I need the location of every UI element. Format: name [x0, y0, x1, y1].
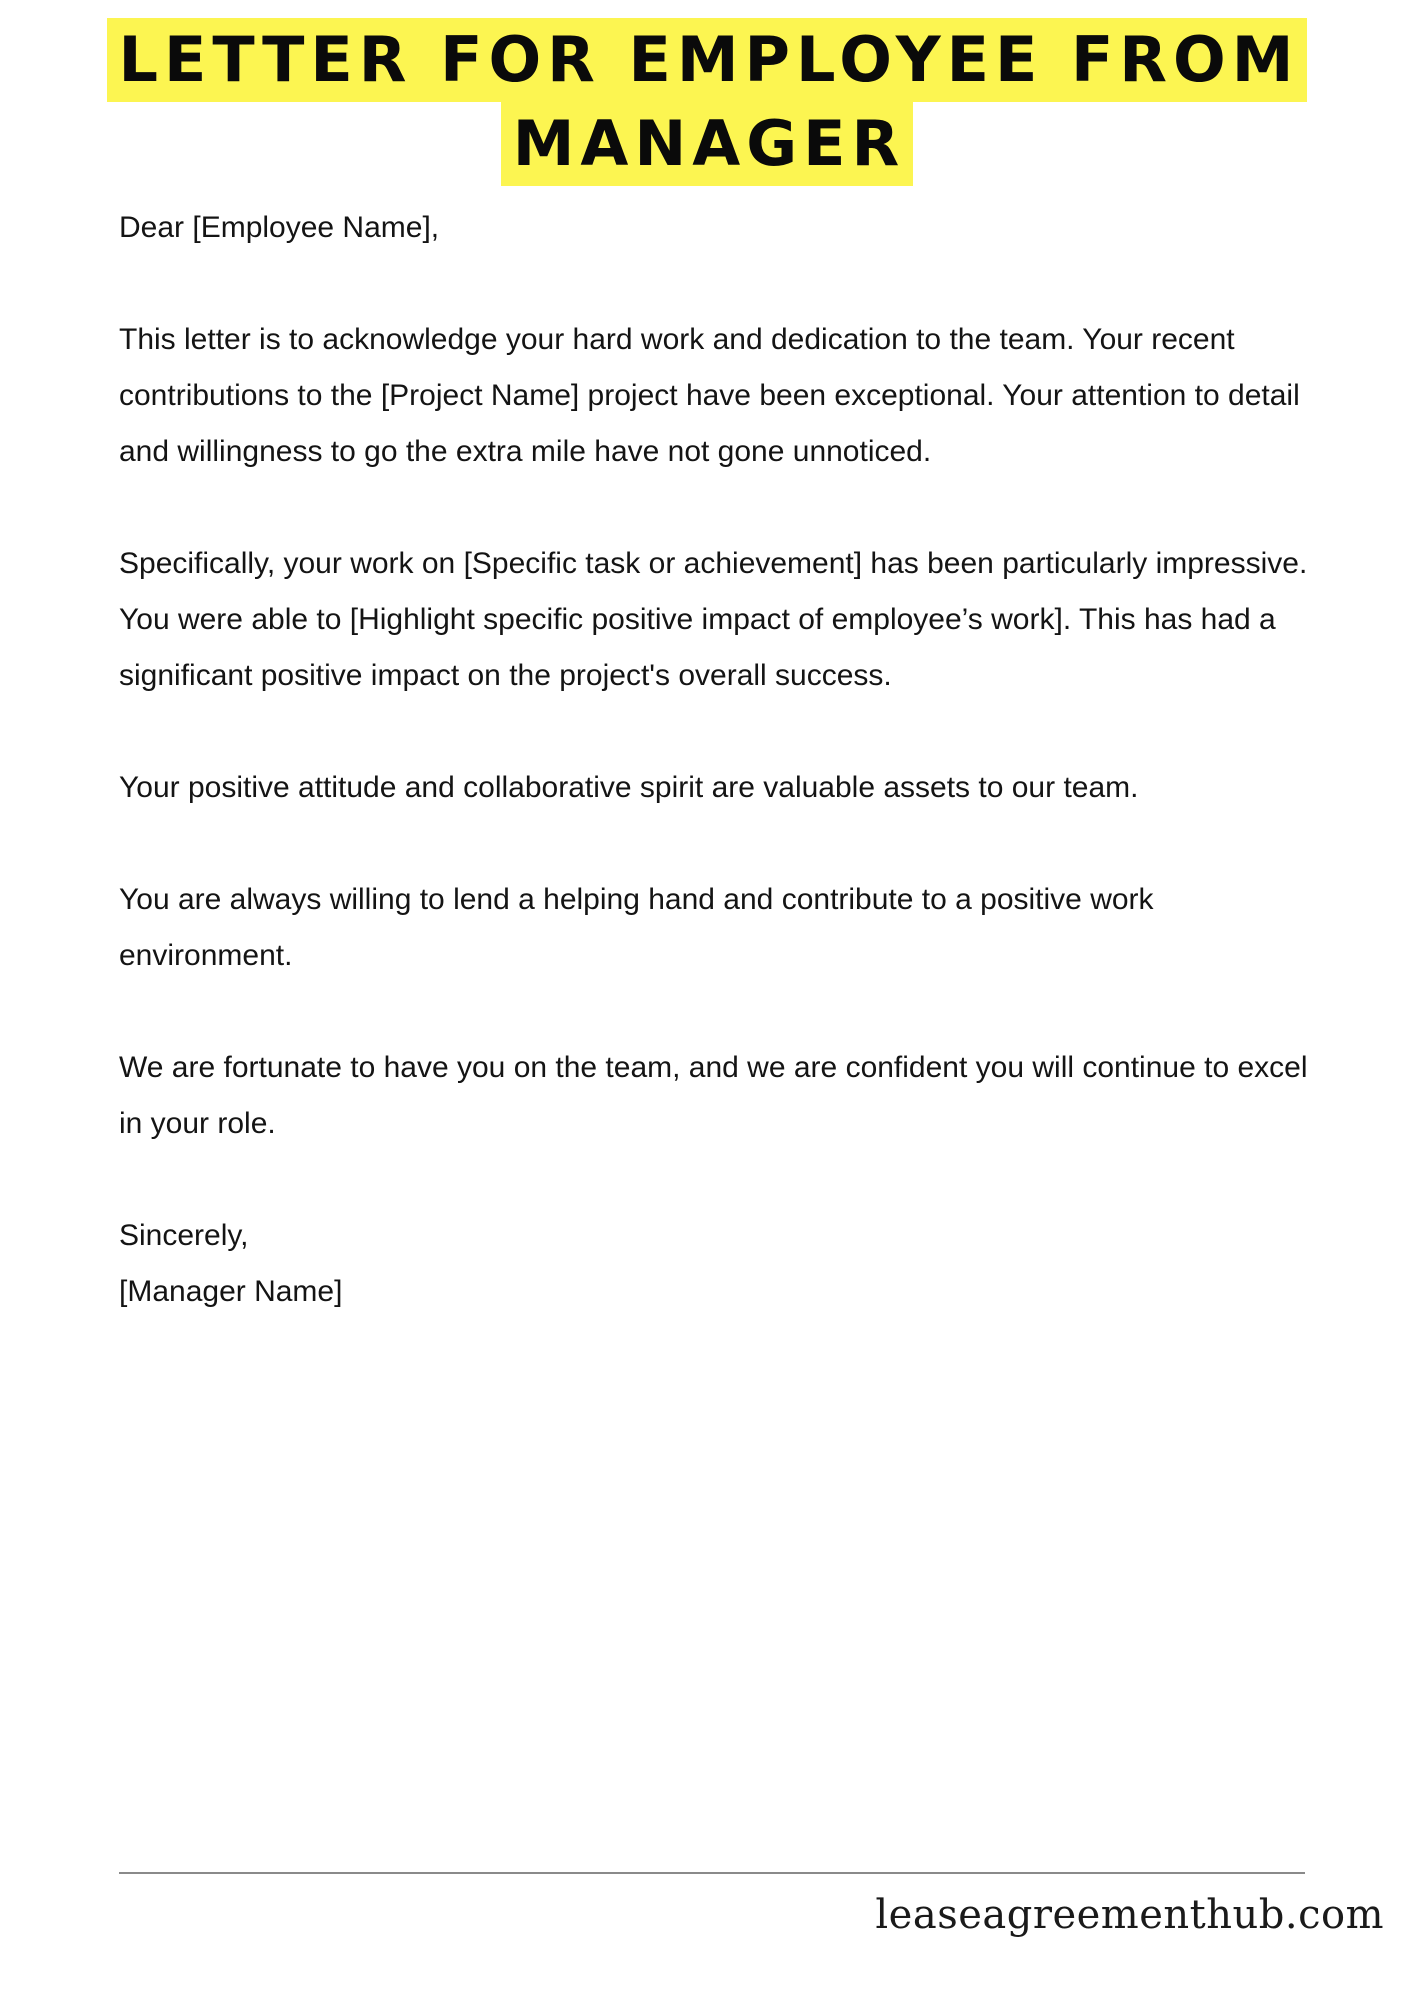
paragraph-attitude: Your positive attitude and collaborative spirit are valuable assets to our team. — [119, 771, 1139, 804]
closing: Sincerely, — [119, 1219, 249, 1252]
signature: [Manager Name] — [119, 1275, 343, 1308]
salutation: Dear [Employee Name], — [119, 211, 440, 244]
paragraph-acknowledgement: This letter is to acknowledge your hard work and dedication to the team. Your recent contributions to the [Project Name] project have been exceptional. Your attention to detail and willingness to go the extra mile have not gone unnoticed. — [119, 323, 1300, 468]
title-line-2: MANAGER — [501, 102, 914, 186]
paragraph-fortunate: We are fortunate to have you on the team, and we are confident you will continue to excel in your role. — [119, 1051, 1308, 1140]
paragraph-specific-achievement: Specifically, your work on [Specific task or achievement] has been particularly impressive. You were able to [Highlight specific positive impact of employee’s work]. This has had a significant positive impact on the project's overall success. — [119, 547, 1308, 692]
footer-website: leaseagreementhub.com — [875, 1892, 1384, 1938]
footer-divider — [119, 1872, 1305, 1874]
letter-body — [119, 200, 1329, 1320]
title-line-1: LETTER FOR EMPLOYEE FROM — [107, 18, 1308, 102]
document-title — [0, 18, 1414, 186]
paragraph-helping-hand: You are always willing to lend a helping hand and contribute to a positive work environment. — [119, 883, 1154, 972]
